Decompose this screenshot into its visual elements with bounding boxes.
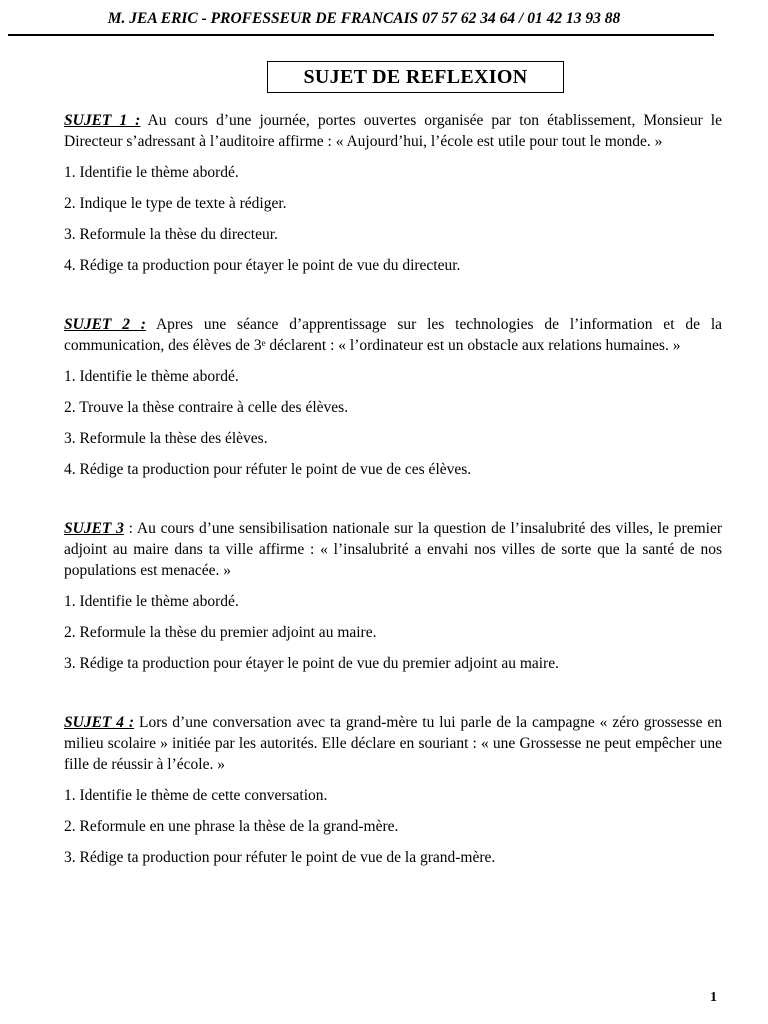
sujet-4-question: 2. Reformule en une phrase la thèse de la grand-mère.: [64, 818, 399, 835]
sujet-3-question: 2. Reformule la thèse du premier adjoint au maire.: [64, 624, 377, 641]
document-body: [64, 110, 722, 906]
sujet-3-question: 3. Rédige ta production pour étayer le point de vue du premier adjoint au maire.: [64, 655, 559, 672]
sujet-2-question: 2. Trouve la thèse contraire à celle des élèves.: [64, 399, 349, 416]
sujet-1-prompt: [64, 110, 722, 152]
sujet-2-label: SUJET 2 :: [64, 316, 146, 333]
sujet-1-label: SUJET 1 :: [64, 112, 141, 129]
sujet-4-label: SUJET 4 :: [64, 714, 135, 731]
sujet-3-question: 1. Identifie le thème abordé.: [64, 593, 239, 610]
sujet-4: [64, 712, 722, 868]
sujet-1-question: 4. Rédige ta production pour étayer le point de vue du directeur.: [64, 257, 461, 274]
page-number: 1: [710, 990, 717, 1005]
sujet-1: [64, 110, 722, 276]
sujet-1-text: Au cours d’une journée, portes ouvertes organisée par ton établissement, Monsieur le Directeur s’adressant à l’auditoire affirme : « Aujourd’hui, l’école est utile pour tout le monde. »: [64, 112, 722, 150]
page-header: M. JEA ERIC - PROFESSEUR DE FRANCAIS 07 57 62 34 64 / 01 42 13 93 88: [107, 10, 621, 27]
sujet-3-prompt: [64, 518, 722, 581]
sujet-4-prompt: [64, 712, 722, 775]
sujet-4-question: 3. Rédige ta production pour réfuter le point de vue de la grand-mère.: [64, 849, 496, 866]
sujet-3-label: SUJET 3: [64, 520, 124, 537]
sujet-2-question: 3. Reformule la thèse des élèves.: [64, 430, 268, 447]
sujet-3: [64, 518, 722, 674]
sujet-4-text: Lors d’une conversation avec ta grand-mère tu lui parle de la campagne « zéro grossesse en milieu scolaire » initiée par les autorités. Elle déclare en souriant : « une Grossesse ne peut empêcher une fille de réussir à l’école. »: [64, 714, 722, 773]
sujet-4-question: 1. Identifie le thème de cette conversation.: [64, 787, 328, 804]
sujet-2-question: 1. Identifie le thème abordé.: [64, 368, 239, 385]
sujet-2-text: Apres une séance d’apprentissage sur les technologies de l’information et de la communication, des élèves de 3ᵉ déclarent : « l’ordinateur est un obstacle aux relations humaines. »: [64, 316, 722, 354]
sujet-3-text: : Au cours d’une sensibilisation nationale sur la question de l’insalubrité des villes, le premier adjoint au maire dans ta ville affirme : « l’insalubrité a envahi nos villes de sorte que la santé de nos populations est menacée. »: [64, 520, 722, 579]
sujet-2-question: 4. Rédige ta production pour réfuter le point de vue de ces élèves.: [64, 461, 472, 478]
sujet-1-question: 2. Indique le type de texte à rédiger.: [64, 195, 287, 212]
sujet-2-prompt: [64, 314, 722, 356]
header-divider: [8, 34, 714, 36]
page-title: SUJET DE REFLEXION: [267, 61, 564, 93]
sujet-1-question: 1. Identifie le thème abordé.: [64, 164, 239, 181]
sujet-2: [64, 314, 722, 480]
sujet-1-question: 3. Reformule la thèse du directeur.: [64, 226, 278, 243]
